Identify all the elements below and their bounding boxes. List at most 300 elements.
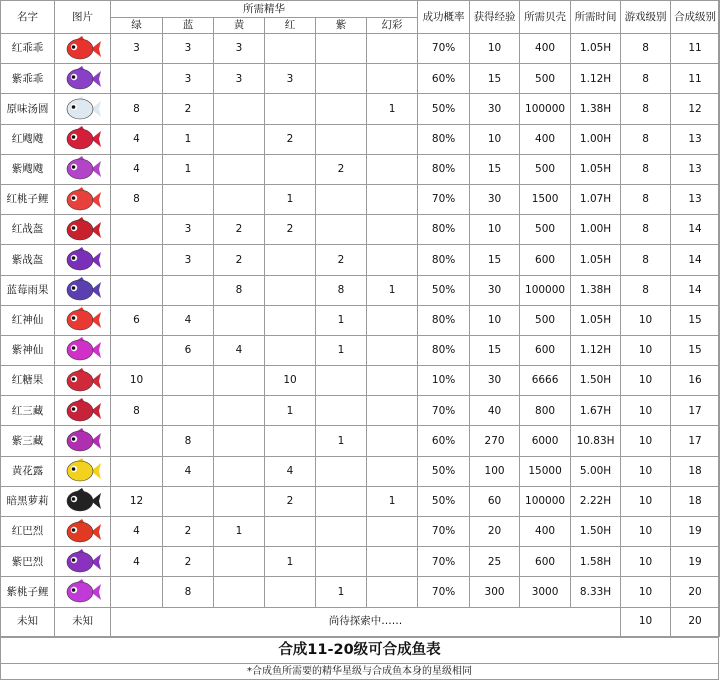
frame-border-left xyxy=(0,0,1,680)
essence-rainbow xyxy=(367,64,418,94)
time-cost: 1.67H xyxy=(571,396,621,426)
success-rate: 80% xyxy=(418,335,470,365)
essence-yellow xyxy=(214,486,265,516)
time-cost: 1.12H xyxy=(571,335,621,365)
header-success-rate: 成功概率 xyxy=(418,1,470,34)
essence-yellow: 4 xyxy=(214,335,265,365)
essence-green xyxy=(111,335,163,365)
essence-purple: 1 xyxy=(316,577,367,607)
essence-purple xyxy=(316,366,367,396)
game-level: 8 xyxy=(621,94,671,124)
shell-cost: 400 xyxy=(520,517,571,547)
exp-gain: 30 xyxy=(470,275,520,305)
essence-green xyxy=(111,215,163,245)
essence-red xyxy=(265,275,316,305)
essence-green xyxy=(111,275,163,305)
time-cost: 1.38H xyxy=(571,94,621,124)
essence-red xyxy=(265,517,316,547)
essence-purple xyxy=(316,184,367,214)
table-row xyxy=(1,245,720,275)
essence-blue xyxy=(163,184,214,214)
white-ball-fish-icon xyxy=(61,96,105,122)
fish-picture xyxy=(55,517,111,547)
essence-green: 4 xyxy=(111,547,163,577)
fish-level: 15 xyxy=(671,335,720,365)
exp-gain: 15 xyxy=(470,245,520,275)
time-cost: 1.05H xyxy=(571,305,621,335)
fish-picture xyxy=(55,94,111,124)
essence-purple: 1 xyxy=(316,305,367,335)
fish-picture xyxy=(55,456,111,486)
essence-blue: 8 xyxy=(163,577,214,607)
fish-level: 14 xyxy=(671,275,720,305)
success-rate: 80% xyxy=(418,215,470,245)
essence-blue: 3 xyxy=(163,245,214,275)
header-time: 所需时间 xyxy=(571,1,621,34)
essence-rainbow xyxy=(367,34,418,64)
essence-blue xyxy=(163,396,214,426)
game-level: 10 xyxy=(621,577,671,607)
exp-gain: 30 xyxy=(470,94,520,124)
essence-green: 8 xyxy=(111,94,163,124)
fish-level: 20 xyxy=(671,577,720,607)
header-essence-green: 绿 xyxy=(111,18,163,34)
fish-name: 红三藏 xyxy=(1,396,55,426)
yellow-flower-fish-icon xyxy=(61,458,105,484)
red-round-fish-icon xyxy=(61,36,105,62)
table-row xyxy=(1,184,720,214)
exp-gain: 10 xyxy=(470,305,520,335)
table-row xyxy=(1,396,720,426)
essence-rainbow: 1 xyxy=(367,486,418,516)
fish-level: 13 xyxy=(671,154,720,184)
essence-blue xyxy=(163,275,214,305)
shell-cost: 600 xyxy=(520,547,571,577)
essence-red: 1 xyxy=(265,396,316,426)
exp-gain: 15 xyxy=(470,64,520,94)
game-level: 10 xyxy=(621,366,671,396)
essence-red: 2 xyxy=(265,215,316,245)
time-cost: 8.33H xyxy=(571,577,621,607)
success-rate: 70% xyxy=(418,184,470,214)
essence-rainbow xyxy=(367,154,418,184)
essence-purple: 8 xyxy=(316,275,367,305)
essence-green xyxy=(111,64,163,94)
shell-cost: 3000 xyxy=(520,577,571,607)
fish-name: 紫桃子鲤 xyxy=(1,577,55,607)
essence-purple xyxy=(316,124,367,154)
game-level: 8 xyxy=(621,275,671,305)
shell-cost: 15000 xyxy=(520,456,571,486)
essence-red xyxy=(265,335,316,365)
essence-yellow xyxy=(214,426,265,456)
header-exp: 获得经验 xyxy=(470,1,520,34)
red-long-fish-icon xyxy=(61,126,105,152)
game-level: 10 xyxy=(621,335,671,365)
essence-purple xyxy=(316,64,367,94)
exp-gain: 25 xyxy=(470,547,520,577)
fish-name: 红战盔 xyxy=(1,215,55,245)
shell-cost: 600 xyxy=(520,245,571,275)
header-fish-level: 合成级别 xyxy=(671,1,720,34)
success-rate: 60% xyxy=(418,64,470,94)
exp-gain: 10 xyxy=(470,215,520,245)
essence-yellow xyxy=(214,577,265,607)
table-footnote: *合成鱼所需要的精华星级与合成鱼本身的星级相同 xyxy=(0,663,719,680)
essence-yellow xyxy=(214,366,265,396)
success-rate: 80% xyxy=(418,305,470,335)
essence-purple xyxy=(316,94,367,124)
essence-blue: 2 xyxy=(163,94,214,124)
header-shells: 所需贝壳 xyxy=(520,1,571,34)
essence-green: 8 xyxy=(111,184,163,214)
shell-cost: 500 xyxy=(520,215,571,245)
fish-name: 紫神仙 xyxy=(1,335,55,365)
fish-picture xyxy=(55,486,111,516)
essence-red: 1 xyxy=(265,547,316,577)
fish-name: 未知 xyxy=(1,607,55,636)
game-level: 8 xyxy=(621,245,671,275)
essence-green: 10 xyxy=(111,366,163,396)
essence-red: 10 xyxy=(265,366,316,396)
table-title: 合成11-20级可合成鱼表 xyxy=(278,642,441,658)
essence-green: 8 xyxy=(111,396,163,426)
header-essence-group: 所需精华 xyxy=(111,1,418,18)
time-cost: 1.38H xyxy=(571,275,621,305)
success-rate: 80% xyxy=(418,124,470,154)
essence-green: 3 xyxy=(111,34,163,64)
essence-rainbow xyxy=(367,456,418,486)
essence-purple xyxy=(316,486,367,516)
essence-rainbow xyxy=(367,426,418,456)
essence-blue: 3 xyxy=(163,34,214,64)
fish-name: 原味汤圆 xyxy=(1,94,55,124)
essence-blue: 3 xyxy=(163,215,214,245)
fish-picture xyxy=(55,426,111,456)
shell-cost: 100000 xyxy=(520,275,571,305)
essence-purple xyxy=(316,215,367,245)
purple-barrel-fish-icon xyxy=(61,549,105,575)
header-picture: 图片 xyxy=(55,1,111,34)
header-name: 名字 xyxy=(1,1,55,34)
essence-yellow xyxy=(214,124,265,154)
essence-rainbow xyxy=(367,517,418,547)
essence-rainbow xyxy=(367,335,418,365)
red-helmet-fish-icon xyxy=(61,217,105,243)
success-rate: 70% xyxy=(418,577,470,607)
game-level: 10 xyxy=(621,305,671,335)
fish-picture xyxy=(55,305,111,335)
success-rate: 70% xyxy=(418,517,470,547)
essence-blue: 8 xyxy=(163,426,214,456)
success-rate: 50% xyxy=(418,486,470,516)
essence-rainbow xyxy=(367,577,418,607)
time-cost: 1.05H xyxy=(571,34,621,64)
game-level: 8 xyxy=(621,124,671,154)
time-cost: 5.00H xyxy=(571,456,621,486)
essence-red: 2 xyxy=(265,486,316,516)
success-rate: 70% xyxy=(418,396,470,426)
fish-picture xyxy=(55,245,111,275)
exp-gain: 15 xyxy=(470,335,520,365)
frame-border-right xyxy=(718,0,719,680)
essence-purple xyxy=(316,517,367,547)
exp-gain: 60 xyxy=(470,486,520,516)
shell-cost: 6666 xyxy=(520,366,571,396)
success-rate: 70% xyxy=(418,34,470,64)
game-level: 10 xyxy=(621,517,671,547)
shell-cost: 100000 xyxy=(520,486,571,516)
exp-gain: 40 xyxy=(470,396,520,426)
game-level: 8 xyxy=(621,184,671,214)
red-peach-carp-icon xyxy=(61,187,105,213)
header-essence-purple: 紫 xyxy=(316,18,367,34)
essence-rainbow xyxy=(367,245,418,275)
essence-yellow: 3 xyxy=(214,64,265,94)
essence-rainbow: 1 xyxy=(367,275,418,305)
shell-cost: 400 xyxy=(520,124,571,154)
essence-red: 1 xyxy=(265,184,316,214)
exp-gain: 270 xyxy=(470,426,520,456)
purple-long-fish-icon xyxy=(61,156,105,182)
game-level: 10 xyxy=(621,547,671,577)
fish-picture xyxy=(55,396,111,426)
essence-blue: 2 xyxy=(163,517,214,547)
time-cost: 1.58H xyxy=(571,547,621,577)
fish-level: 11 xyxy=(671,64,720,94)
exp-gain: 300 xyxy=(470,577,520,607)
essence-purple: 1 xyxy=(316,426,367,456)
essence-blue: 2 xyxy=(163,547,214,577)
fish-level: 14 xyxy=(671,215,720,245)
fish-name: 蓝莓雨果 xyxy=(1,275,55,305)
essence-rainbow xyxy=(367,396,418,426)
essence-red: 3 xyxy=(265,64,316,94)
header-essence-red: 红 xyxy=(265,18,316,34)
game-level: 8 xyxy=(621,215,671,245)
shell-cost: 500 xyxy=(520,305,571,335)
game-level: 10 xyxy=(621,456,671,486)
essence-blue: 4 xyxy=(163,456,214,486)
time-cost: 1.05H xyxy=(571,154,621,184)
shell-cost: 1500 xyxy=(520,184,571,214)
essence-rainbow xyxy=(367,305,418,335)
table-row xyxy=(1,34,720,64)
game-level: 10 xyxy=(621,607,671,636)
time-cost: 2.22H xyxy=(571,486,621,516)
essence-green: 12 xyxy=(111,486,163,516)
table-row xyxy=(1,275,720,305)
unknown-status: 尚待探索中…… xyxy=(111,607,621,636)
header-essence-rainbow: 幻彩 xyxy=(367,18,418,34)
fish-picture xyxy=(55,366,111,396)
fish-level: 17 xyxy=(671,396,720,426)
essence-red xyxy=(265,426,316,456)
purple-helmet-fish-icon xyxy=(61,247,105,273)
table-row xyxy=(1,456,720,486)
essence-yellow xyxy=(214,154,265,184)
success-rate: 10% xyxy=(418,366,470,396)
table-row xyxy=(1,366,720,396)
table-row xyxy=(1,547,720,577)
fish-picture xyxy=(55,275,111,305)
essence-rainbow xyxy=(367,366,418,396)
exp-gain: 100 xyxy=(470,456,520,486)
red-coral-fish-icon xyxy=(61,398,105,424)
essence-purple xyxy=(316,547,367,577)
fish-name: 红乖乖 xyxy=(1,34,55,64)
fish-name: 黄花露 xyxy=(1,456,55,486)
purple-peach-carp-icon xyxy=(61,579,105,605)
shell-cost: 500 xyxy=(520,154,571,184)
essence-red: 4 xyxy=(265,456,316,486)
fish-level: 15 xyxy=(671,305,720,335)
essence-rainbow xyxy=(367,124,418,154)
game-level: 8 xyxy=(621,154,671,184)
essence-red xyxy=(265,154,316,184)
fish-name: 紫巴烈 xyxy=(1,547,55,577)
time-cost: 1.05H xyxy=(571,245,621,275)
time-cost: 1.12H xyxy=(571,64,621,94)
essence-blue xyxy=(163,486,214,516)
fish-name: 紫战盔 xyxy=(1,245,55,275)
fish-level: 18 xyxy=(671,486,720,516)
fish-picture xyxy=(55,577,111,607)
essence-green: 4 xyxy=(111,154,163,184)
game-level: 10 xyxy=(621,426,671,456)
essence-rainbow xyxy=(367,215,418,245)
fish-name: 紫飕飕 xyxy=(1,154,55,184)
essence-blue: 1 xyxy=(163,124,214,154)
essence-purple: 2 xyxy=(316,154,367,184)
fish-level: 17 xyxy=(671,426,720,456)
table-row xyxy=(1,426,720,456)
fish-picture xyxy=(55,124,111,154)
fish-picture xyxy=(55,215,111,245)
time-cost: 1.00H xyxy=(571,124,621,154)
essence-yellow xyxy=(214,456,265,486)
essence-blue: 3 xyxy=(163,64,214,94)
success-rate: 50% xyxy=(418,275,470,305)
game-level: 8 xyxy=(621,34,671,64)
table-row-unknown xyxy=(1,607,720,636)
fish-name: 暗黑萝莉 xyxy=(1,486,55,516)
success-rate: 60% xyxy=(418,426,470,456)
essence-yellow: 2 xyxy=(214,245,265,275)
fish-name: 紫乖乖 xyxy=(1,64,55,94)
header-essence-yellow: 黄 xyxy=(214,18,265,34)
essence-yellow: 8 xyxy=(214,275,265,305)
essence-yellow xyxy=(214,396,265,426)
purple-angel-fish-icon xyxy=(61,337,105,363)
fish-level: 16 xyxy=(671,366,720,396)
fish-picture xyxy=(55,335,111,365)
success-rate: 80% xyxy=(418,154,470,184)
essence-green xyxy=(111,245,163,275)
fish-name: 红飕飕 xyxy=(1,124,55,154)
exp-gain: 10 xyxy=(470,34,520,64)
essence-green: 4 xyxy=(111,517,163,547)
fish-level: 11 xyxy=(671,34,720,64)
essence-yellow: 2 xyxy=(214,215,265,245)
time-cost: 1.50H xyxy=(571,517,621,547)
fish-name: 红巴烈 xyxy=(1,517,55,547)
fish-name: 红神仙 xyxy=(1,305,55,335)
purple-round-fish-icon xyxy=(61,66,105,92)
table-row xyxy=(1,154,720,184)
header-essence-blue: 蓝 xyxy=(163,18,214,34)
essence-blue: 6 xyxy=(163,335,214,365)
shell-cost: 800 xyxy=(520,396,571,426)
fish-name: 红糖果 xyxy=(1,366,55,396)
table-row xyxy=(1,215,720,245)
essence-green: 6 xyxy=(111,305,163,335)
game-level: 10 xyxy=(621,486,671,516)
fish-picture xyxy=(55,547,111,577)
essence-red: 2 xyxy=(265,124,316,154)
fish-picture xyxy=(55,154,111,184)
fish-level: 14 xyxy=(671,245,720,275)
essence-red xyxy=(265,245,316,275)
fish-level: 13 xyxy=(671,184,720,214)
shell-cost: 100000 xyxy=(520,94,571,124)
time-cost: 1.07H xyxy=(571,184,621,214)
essence-red xyxy=(265,94,316,124)
shell-cost: 500 xyxy=(520,64,571,94)
essence-purple: 2 xyxy=(316,245,367,275)
essence-purple xyxy=(316,396,367,426)
essence-yellow xyxy=(214,305,265,335)
essence-green xyxy=(111,577,163,607)
exp-gain: 15 xyxy=(470,154,520,184)
time-cost: 1.00H xyxy=(571,215,621,245)
essence-purple xyxy=(316,34,367,64)
purple-coral-fish-icon xyxy=(61,428,105,454)
fish-name: 红桃子鲤 xyxy=(1,184,55,214)
essence-yellow xyxy=(214,94,265,124)
essence-green xyxy=(111,426,163,456)
essence-blue: 1 xyxy=(163,154,214,184)
red-angel-fish-icon xyxy=(61,307,105,333)
fish-level: 12 xyxy=(671,94,720,124)
table-row xyxy=(1,94,720,124)
fish-level: 20 xyxy=(671,607,720,636)
fish-picture xyxy=(55,184,111,214)
essence-rainbow xyxy=(367,547,418,577)
essence-blue: 4 xyxy=(163,305,214,335)
table-row xyxy=(1,335,720,365)
time-cost: 1.50H xyxy=(571,366,621,396)
exp-gain: 10 xyxy=(470,124,520,154)
success-rate: 50% xyxy=(418,456,470,486)
fish-picture xyxy=(55,64,111,94)
table-row xyxy=(1,64,720,94)
essence-green xyxy=(111,456,163,486)
red-candy-fish-icon xyxy=(61,368,105,394)
fish-name: 紫三藏 xyxy=(1,426,55,456)
table-row xyxy=(1,486,720,516)
exp-gain: 30 xyxy=(470,184,520,214)
red-barrel-fish-icon xyxy=(61,519,105,545)
essence-purple: 1 xyxy=(316,335,367,365)
exp-gain: 20 xyxy=(470,517,520,547)
fish-level: 13 xyxy=(671,124,720,154)
essence-red xyxy=(265,34,316,64)
essence-red xyxy=(265,577,316,607)
shell-cost: 6000 xyxy=(520,426,571,456)
essence-rainbow: 1 xyxy=(367,94,418,124)
table-row xyxy=(1,517,720,547)
